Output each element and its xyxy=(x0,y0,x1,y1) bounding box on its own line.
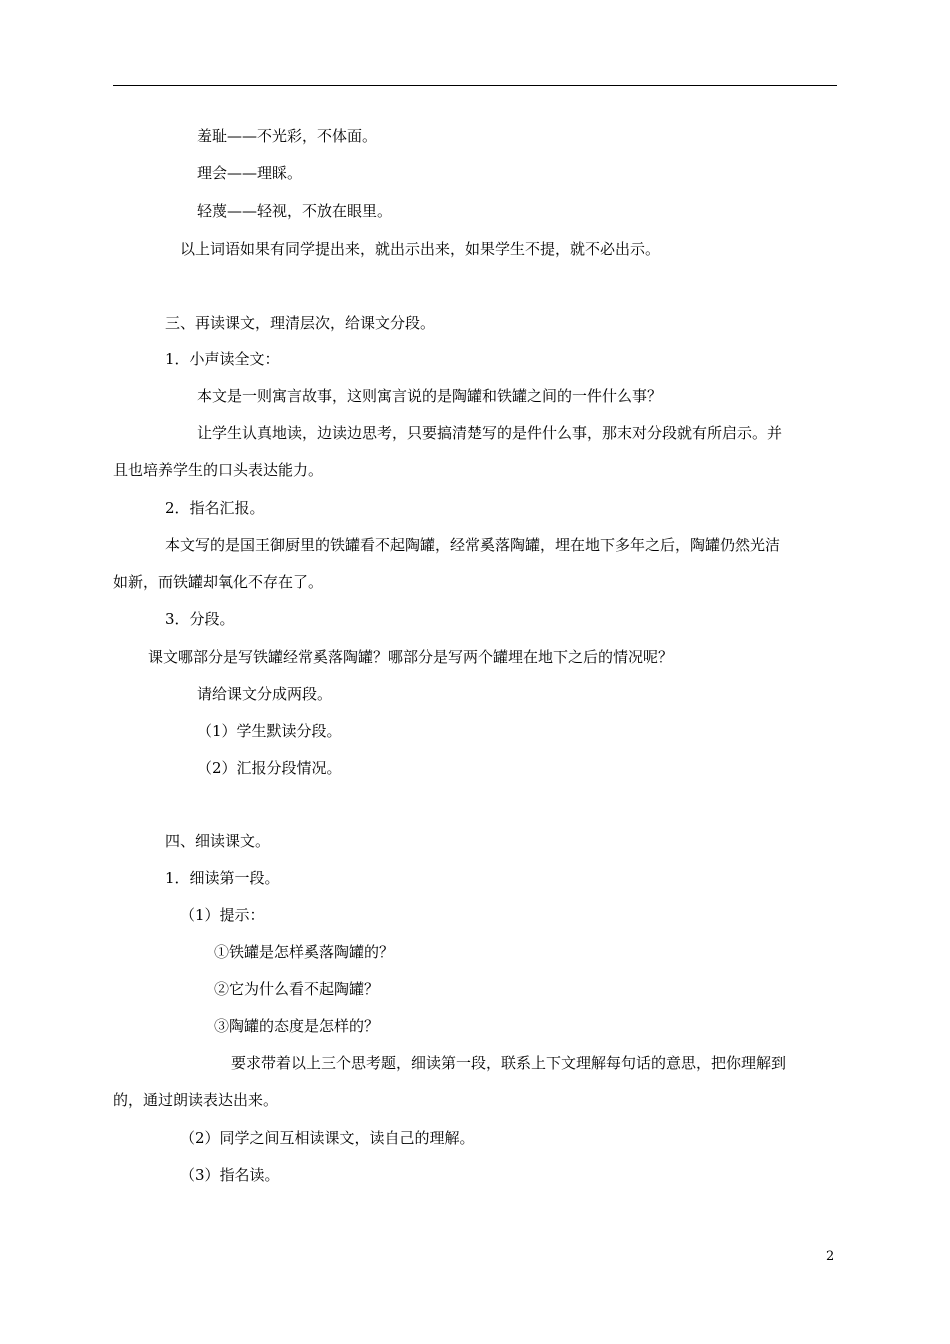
step-4-1-sub-2: （2）同学之间互相读课文，读自己的理解。 xyxy=(180,1129,475,1147)
step-1-heading: 1．小声读全文： xyxy=(165,350,280,368)
page-number: 2 xyxy=(826,1249,835,1264)
step-1-instruction-cont: 且也培养学生的口头表达能力。 xyxy=(113,461,324,479)
prompt-question-2: ②它为什么看不起陶罐？ xyxy=(214,980,380,998)
definition-qingmie: 轻蔑——轻视，不放在眼里。 xyxy=(197,202,393,220)
step-2-heading: 2．指名汇报。 xyxy=(165,499,265,517)
step-3-question: 课文哪部分是写铁罐经常奚落陶罐？哪部分是写两个罐埋在地下之后的情况呢？ xyxy=(148,648,674,666)
step-1-instruction: 让学生认真地读，边读边思考，只要搞清楚写的是件什么事，那末对分段就有所启示。并 xyxy=(197,424,783,442)
section-heading-four: 四、细读课文。 xyxy=(165,832,271,850)
step-2-summary-cont: 如新，而铁罐却氧化不存在了。 xyxy=(113,573,324,591)
note-vocabulary: 以上词语如果有同学提出来，就出示出来，如果学生不提，就不必出示。 xyxy=(180,240,661,258)
step-1-question: 本文是一则寓言故事，这则寓言说的是陶罐和铁罐之间的一件什么事？ xyxy=(197,387,663,405)
step-4-1-prompt: （1）提示： xyxy=(180,906,265,924)
step-3-sub-2: （2）汇报分段情况。 xyxy=(197,759,342,777)
header-rule xyxy=(113,85,837,86)
step-4-1-heading: 1．细读第一段。 xyxy=(165,869,280,887)
step-3-sub-1: （1）学生默读分段。 xyxy=(197,722,342,740)
definition-xiuchi: 羞耻——不光彩，不体面。 xyxy=(197,127,378,145)
section-heading-three: 三、再读课文，理清层次，给课文分段。 xyxy=(165,314,436,332)
definition-lihui: 理会——理睬。 xyxy=(197,164,303,182)
step-4-1-requirement: 要求带着以上三个思考题，细读第一段，联系上下文理解每句话的意思，把你理解到 xyxy=(231,1054,787,1072)
step-3-instruction: 请给课文分成两段。 xyxy=(197,685,333,703)
step-3-heading: 3．分段。 xyxy=(165,610,235,628)
prompt-question-3: ③陶罐的态度是怎样的？ xyxy=(214,1017,380,1035)
step-4-1-requirement-cont: 的，通过朗读表达出来。 xyxy=(113,1091,279,1109)
prompt-question-1: ①铁罐是怎样奚落陶罐的？ xyxy=(214,943,395,961)
step-2-summary: 本文写的是国王御厨里的铁罐看不起陶罐，经常奚落陶罐，埋在地下多年之后，陶罐仍然光洁 xyxy=(165,536,781,554)
step-4-1-sub-3: （3）指名读。 xyxy=(180,1166,280,1184)
